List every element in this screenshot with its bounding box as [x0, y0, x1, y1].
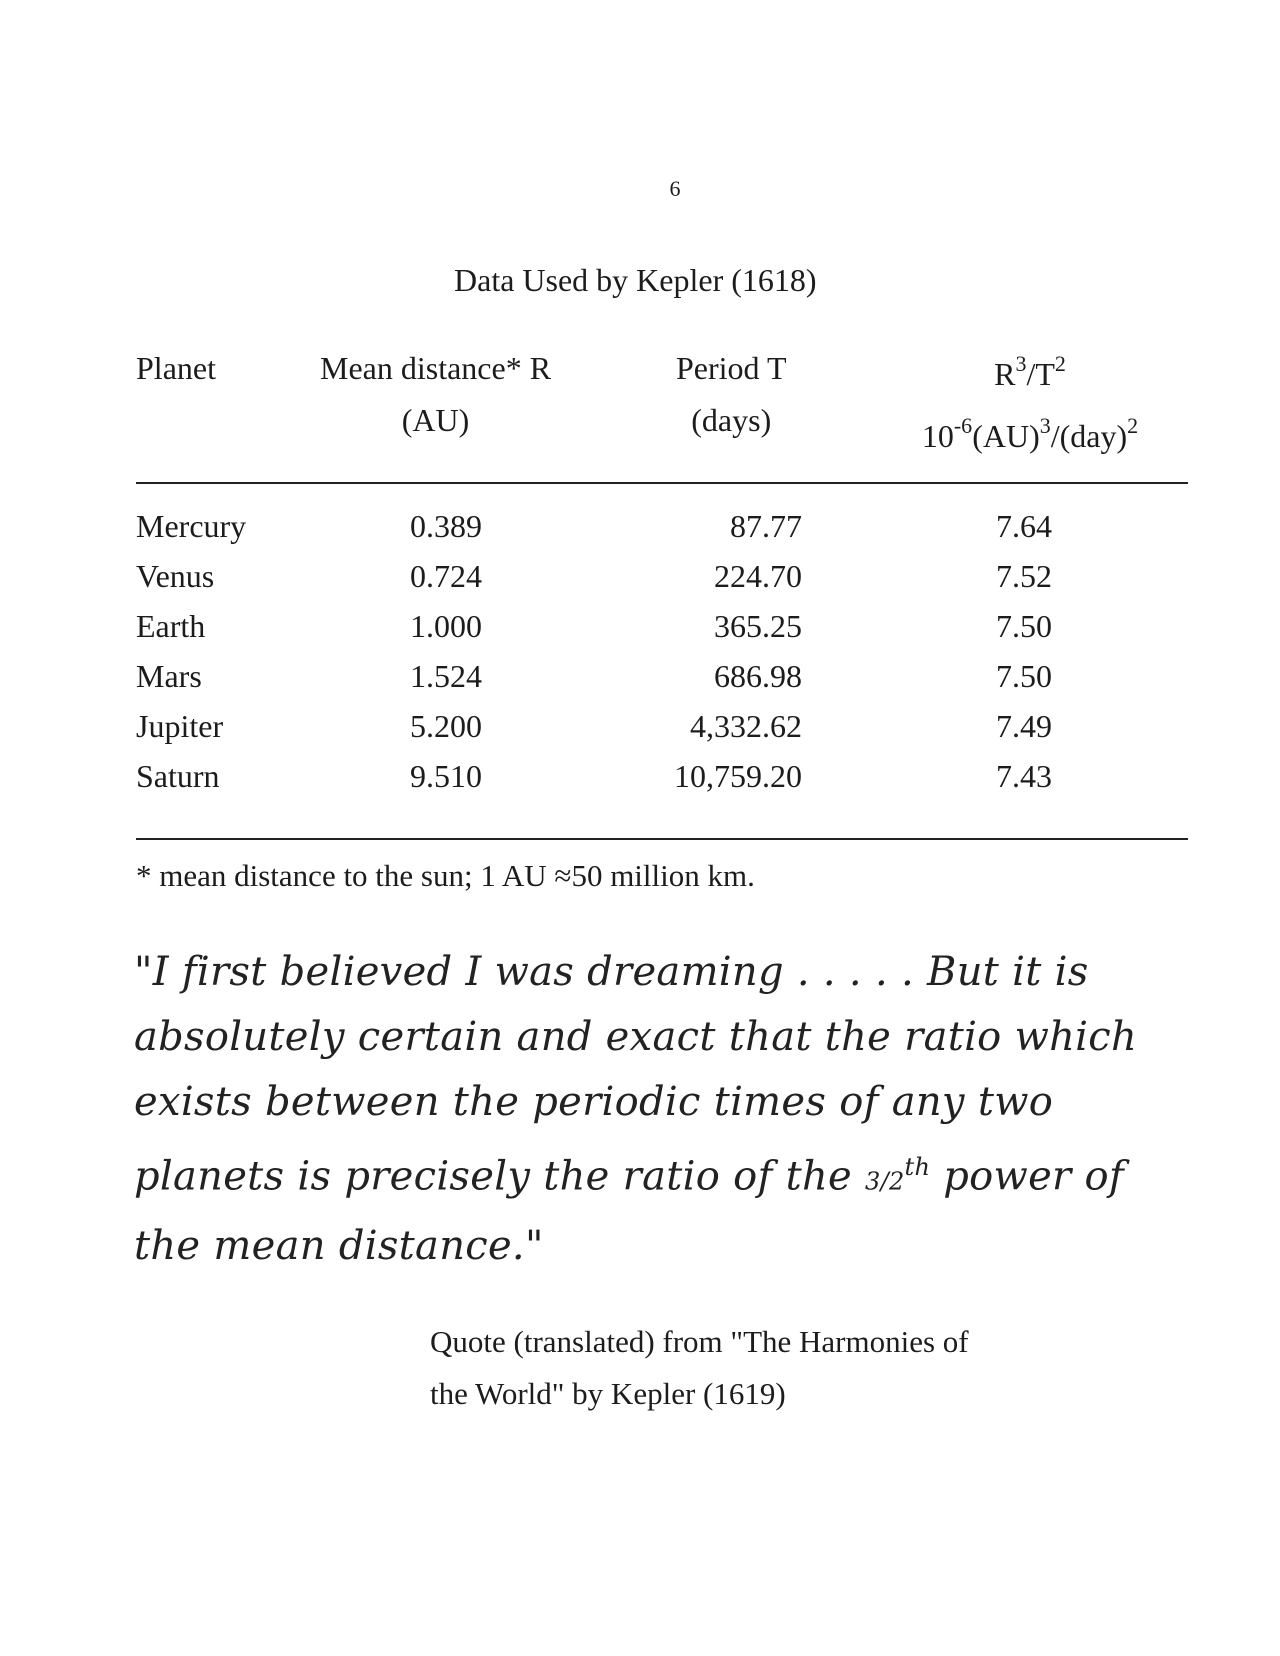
header-ratio-line1 — [880, 338, 1180, 400]
cell-planet: Mars — [136, 658, 202, 694]
cell-period: 87.77 — [730, 508, 802, 544]
quote-line4-pre: planets is precisely the ratio of the — [134, 1153, 866, 1200]
table-top-rule — [136, 482, 1188, 484]
table-title: Data Used by Kepler (1618) — [454, 262, 817, 298]
cell-ratio: 7.64 — [996, 508, 1052, 544]
ratio-r-exp: 3 — [1015, 351, 1027, 376]
header-period-line1: Period T — [676, 350, 787, 386]
cell-period: 365.25 — [714, 608, 802, 644]
header-distance — [320, 342, 551, 446]
header-distance-line2: (AU) — [401, 402, 470, 438]
cell-distance: 9.510 — [410, 758, 482, 794]
cell-planet: Venus — [136, 558, 215, 594]
header-ratio — [880, 338, 1180, 462]
cell-period: 10,759.20 — [674, 758, 802, 794]
table-row — [0, 508, 1280, 558]
page-number: 6 — [669, 176, 681, 201]
table-row — [0, 658, 1280, 708]
cell-planet: Mercury — [136, 508, 247, 544]
table-row — [0, 558, 1280, 608]
cell-planet: Earth — [136, 608, 206, 644]
quote-line: the mean distance." — [134, 1223, 544, 1270]
units-au: (AU) — [972, 418, 1040, 454]
cell-planet: Saturn — [136, 758, 220, 794]
kepler-quote — [134, 940, 1194, 1279]
cell-period: 224.70 — [714, 558, 802, 594]
source-line: Quote (translated) from "The Harmonies of — [430, 1324, 969, 1359]
units-10-exp: -6 — [953, 413, 973, 438]
table-row — [0, 758, 1280, 808]
header-period — [676, 342, 787, 446]
cell-ratio: 7.43 — [996, 758, 1052, 794]
table-bottom-rule — [136, 838, 1188, 840]
source-line: the World" by Kepler (1619) — [430, 1376, 786, 1411]
quote-superscript: th — [904, 1153, 931, 1181]
quote-line: "I first believed I was dreaming . . . . . But it is — [134, 949, 1089, 995]
header-planet — [136, 342, 216, 394]
cell-planet: Jupiter — [136, 708, 224, 744]
units-day-exp: 2 — [1127, 413, 1139, 438]
cell-distance: 1.000 — [410, 608, 482, 644]
header-distance-line1: Mean distance* R — [320, 350, 552, 386]
cell-distance: 5.200 — [410, 708, 482, 744]
units-day: /(day) — [1050, 418, 1128, 454]
table-row — [0, 608, 1280, 658]
header-ratio-units — [880, 400, 1180, 462]
ratio-r: R — [994, 356, 1016, 392]
quote-fraction: 3/2 — [865, 1167, 905, 1196]
header-planet-label: Planet — [136, 350, 216, 386]
header-period-line2: (days) — [691, 402, 772, 438]
quote-source — [430, 1316, 969, 1420]
quote-line: exists between the periodic times of any two — [134, 1079, 1054, 1125]
quote-line — [134, 1135, 1194, 1214]
table-row — [0, 708, 1280, 758]
cell-ratio: 7.49 — [996, 708, 1052, 744]
quote-line4-post: power of — [930, 1153, 1124, 1200]
cell-ratio: 7.50 — [996, 608, 1052, 644]
cell-ratio: 7.52 — [996, 558, 1052, 594]
ratio-t: /T — [1026, 356, 1055, 392]
cell-period: 4,332.62 — [690, 708, 802, 744]
ratio-t-exp: 2 — [1054, 351, 1066, 376]
cell-distance: 1.524 — [410, 658, 482, 694]
cell-period: 686.98 — [714, 658, 802, 694]
table-footnote: * mean distance to the sun; 1 AU ≈50 million km. — [136, 858, 755, 893]
units-10: 10 — [921, 418, 954, 454]
quote-line: absolutely certain and exact that the ratio which — [134, 1014, 1138, 1060]
cell-distance: 0.724 — [410, 558, 482, 594]
units-au-exp: 3 — [1039, 413, 1051, 438]
cell-distance: 0.389 — [410, 508, 482, 544]
cell-ratio: 7.50 — [996, 658, 1052, 694]
